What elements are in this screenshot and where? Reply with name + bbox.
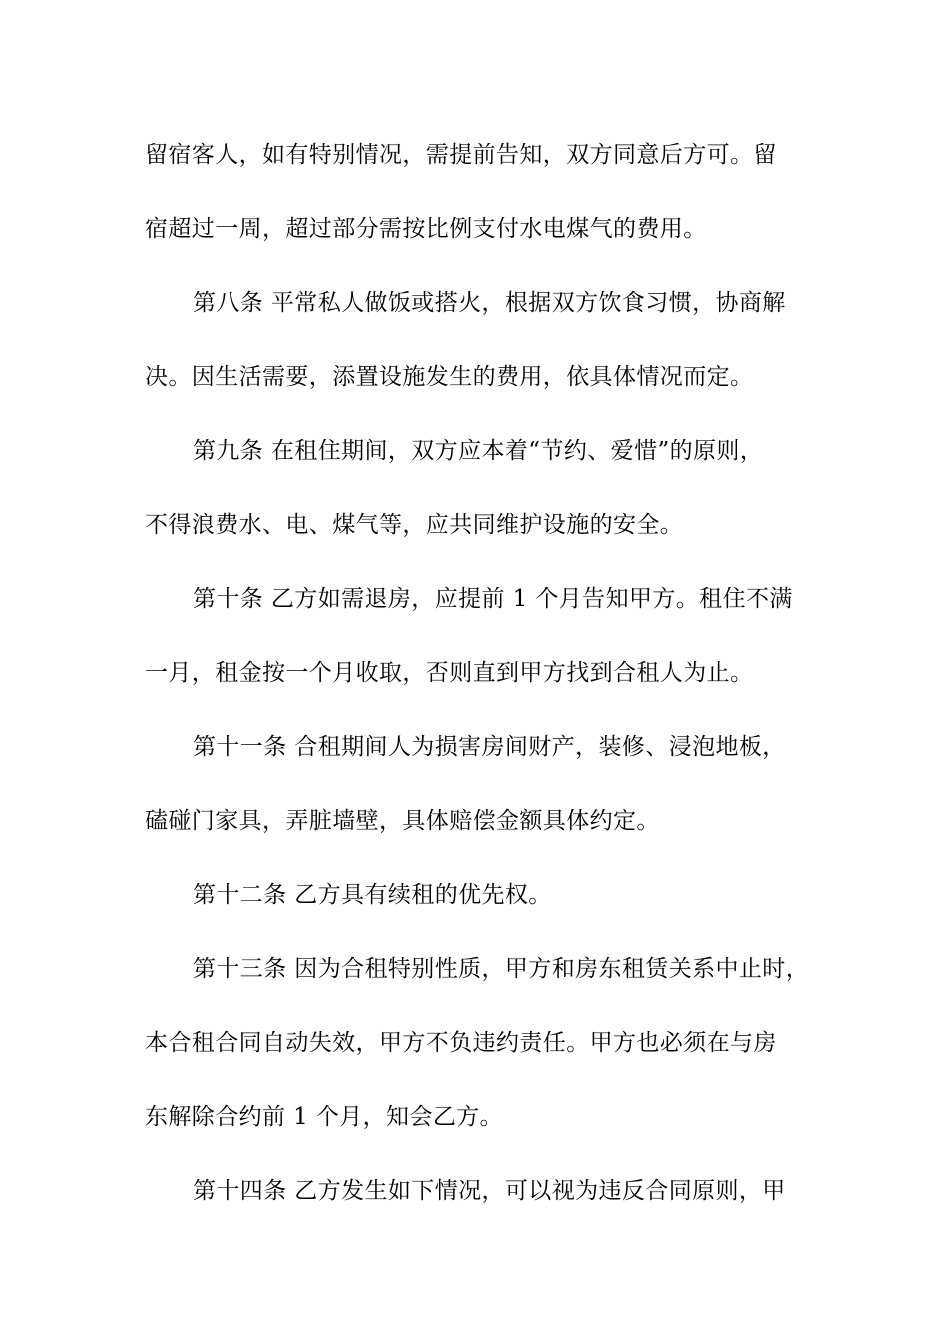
text-line: 东解除合约前 1 个月，知会乙方。 xyxy=(145,1104,504,1130)
paragraph-first-line: 第十条 乙方如需退房，应提前 1 个月告知甲方。租住不满 xyxy=(193,586,793,612)
text-line: 一月，租金按一个月收取，否则直到甲方找到合租人为止。 xyxy=(145,660,754,686)
paragraph-first-line: 第八条 平常私人做饭或搭火，根据双方饮食习惯，协商解 xyxy=(193,290,786,316)
paragraph-first-line: 第九条 在租住期间，双方应本着“节约、爱惜”的原则， xyxy=(193,438,764,464)
paragraph-first-line: 第十二条 乙方具有续租的优先权。 xyxy=(193,882,552,908)
text-line: 本合租合同自动失效，甲方不负违约责任。甲方也必须在与房 xyxy=(145,1030,777,1056)
text-line: 宿超过一周，超过部分需按比例支付水电煤气的费用。 xyxy=(145,216,707,242)
paragraph-first-line: 第十三条 因为合租特别性质，甲方和房东租赁关系中止时， xyxy=(193,956,810,982)
paragraph-first-line: 第十一条 合租期间人为损害房间财产，装修、浸泡地板， xyxy=(193,734,786,760)
text-line: 磕碰门家具，弄脏墙壁，具体赔偿金额具体约定。 xyxy=(145,808,660,834)
text-line: 决。因生活需要，添置设施发生的费用，依具体情况而定。 xyxy=(145,364,754,390)
text-line: 留宿客人，如有特别情况，需提前告知，双方同意后方可。留 xyxy=(145,142,777,168)
text-line: 不得浪费水、电、煤气等，应共同维护设施的安全。 xyxy=(145,512,684,538)
paragraph-first-line: 第十四条 乙方发生如下情况，可以视为违反合同原则，甲 xyxy=(193,1178,786,1204)
